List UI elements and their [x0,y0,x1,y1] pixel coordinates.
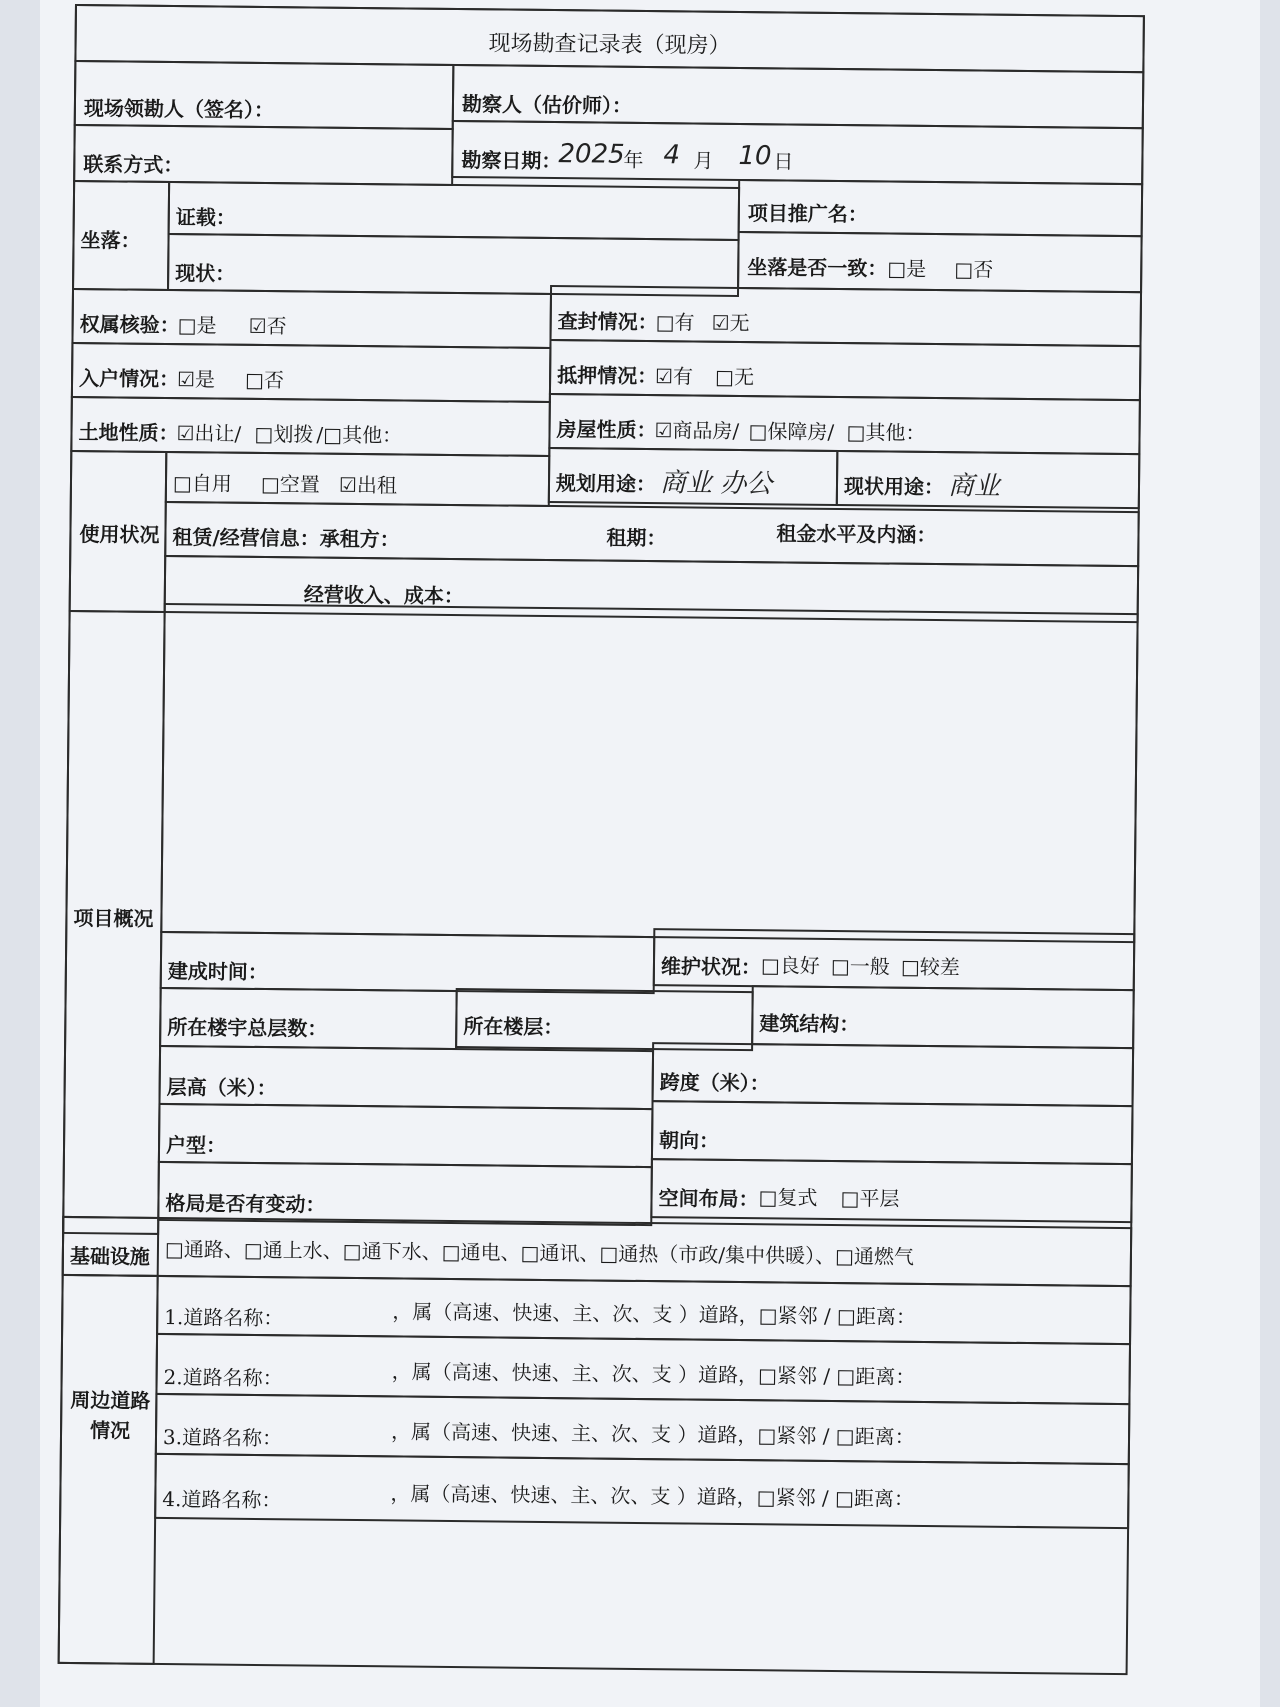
date-day-unit: 日 [773,149,794,174]
infra-label-cell [62,1216,160,1277]
road-3-type: ，属（高速、快速、主、次、支 ）道路，□紧邻 / □距离： [390,1419,915,1449]
road-4-name-label: 4.道路名称： [162,1486,282,1513]
usage-label-cell [69,450,168,613]
seizure-cell [549,285,1142,347]
road-2-type: ，属（高速、快速、主、次、支 ）道路，□紧邻 / □距离： [391,1359,916,1389]
mortgage-none-checkbox[interactable]: □无 [715,364,755,390]
road-2-name-label: 2.道路名称： [163,1365,283,1391]
floor-label: 所在楼层： [463,1014,564,1040]
layout-cell[interactable] [158,1103,654,1168]
road-1-name-label: 1.道路名称： [164,1305,284,1331]
structure-cell[interactable] [751,985,1135,1049]
usage-self-checkbox[interactable]: □自用 [172,471,233,496]
entry-cell [71,342,552,403]
overview-blank-area[interactable] [160,603,1138,943]
lease-info-label: 租赁/经营信息：承租方： [172,525,400,552]
house-cell [548,393,1141,455]
land-cell [70,396,551,457]
mortgage-cell [549,339,1142,401]
road-3-name-label: 3.道路名称： [162,1425,283,1451]
house-commercial-checkbox[interactable]: ☑商品房/ [654,418,740,443]
land-label: 土地性质： [78,420,179,446]
cert-cell[interactable] [168,181,741,241]
height-label: 层高（米）： [166,1075,277,1101]
roads-label-line2: 情况 [89,1418,131,1443]
road-row-4[interactable] [154,1453,1130,1529]
maintain-poor-checkbox[interactable]: □较差 [900,954,960,980]
location-label: 坐落： [80,228,141,253]
seizure-label: 查封情况： [557,309,658,335]
date-year: 2025 [558,139,625,170]
maintain-average-checkbox[interactable]: □一般 [830,953,890,979]
lease-term-label: 租期： [606,525,667,551]
maintain-label: 维护状况： [660,954,762,980]
current-use-value: 商业 [947,471,1001,502]
current-use-label: 现状用途： [843,474,945,500]
plan-use-label: 规划用途： [555,471,657,497]
form-title: 现场勘查记录表（现房） [488,31,731,59]
ownership-cell [71,288,552,349]
date-month-unit: 月 [693,148,714,173]
floor-cell[interactable] [455,988,754,1051]
house-other-checkbox[interactable]: □其他： [846,420,926,445]
status-label: 现状： [175,261,236,286]
rent-level-label: 租金水平及内涵： [776,521,937,548]
contact-label: 联系方式： [83,152,184,178]
overview-label-cell [62,610,166,1235]
plan-use-cell[interactable] [548,447,839,506]
contact-cell[interactable] [73,124,454,186]
plan-use-value: 商业 办公 [659,468,773,500]
height-cell[interactable] [158,1045,654,1110]
surveyor-label: 勘察人（估价师）： [461,92,633,118]
date-day: 10 [738,140,772,172]
roads-label-line1: 周边道路 [70,1388,151,1413]
built-cell[interactable] [160,931,656,994]
layout-label: 户型： [165,1133,227,1158]
surveyor-cell[interactable] [452,64,1145,129]
survey-form [58,4,1270,1676]
consistent-no-checkbox[interactable]: □否 [954,257,994,282]
space-cell [650,1158,1133,1223]
maintain-cell [653,928,1136,991]
consistent-yes-checkbox[interactable]: □是 [887,256,927,281]
promo-label: 项目推广名： [747,201,868,227]
infra-label: 基础设施 [69,1244,151,1269]
usage-label: 使用状况 [79,522,160,547]
house-affordable-checkbox[interactable]: □保障房/ [748,419,835,444]
space-label: 空间布局： [658,1186,759,1212]
road-1-type: ，属（高速、快速、主、次、支 ）道路，□紧邻 / □距离： [392,1299,917,1329]
entry-yes-checkbox[interactable]: ☑是 [176,367,216,392]
change-cell[interactable] [157,1161,653,1226]
revenue-label: 经营收入、成本： [303,582,464,609]
ownership-no-checkbox[interactable]: ☑否 [248,313,287,339]
floors-total-cell[interactable] [159,987,458,1050]
date-year-unit: 年 [623,147,644,172]
date-month: 4 [663,140,681,171]
orientation-label: 朝向： [659,1128,720,1153]
mortgage-has-checkbox[interactable]: ☑有 [655,364,694,389]
seizure-none-checkbox[interactable]: ☑无 [711,310,750,336]
built-label: 建成时间： [167,959,268,985]
promo-cell[interactable] [738,179,1144,237]
change-label: 格局是否有变动： [165,1191,326,1217]
roads-label-cell [58,1274,159,1665]
ownership-yes-checkbox[interactable]: □是 [177,313,217,338]
orientation-cell[interactable] [651,1100,1134,1165]
guide-cell[interactable] [74,60,455,130]
land-transfer-checkbox[interactable]: ☑出让/ [176,421,242,446]
land-allocate-checkbox[interactable]: □划拨 [254,421,314,447]
maintain-good-checkbox[interactable]: □良好 [760,953,821,978]
entry-label: 入户情况： [78,366,180,392]
seizure-has-checkbox[interactable]: □有 [655,310,695,335]
house-label: 房屋性质： [556,417,657,443]
ownership-label: 权属核验： [79,312,180,338]
consistent-cell [737,231,1143,293]
entry-no-checkbox[interactable]: □否 [244,367,285,393]
overview-label: 项目概况 [73,906,154,931]
space-duplex-checkbox[interactable]: □复式 [758,1185,818,1210]
structure-label: 建筑结构： [759,1011,860,1037]
consistent-label: 坐落是否一致： [747,255,888,281]
date-cell[interactable] [451,120,1144,185]
floors-total-label: 所在楼宇总层数： [167,1015,328,1041]
guide-label: 现场领勘人（签名）： [83,96,275,123]
span-label: 跨度（米）： [659,1070,770,1096]
usage-options-cell [165,451,551,507]
cert-label: 证载： [175,205,236,230]
land-other-checkbox[interactable]: /□其他： [316,422,403,448]
usage-vacant-checkbox[interactable]: □空置 [260,471,321,497]
infra-options[interactable]: □通路、□通上水、□通下水、□通电、□通讯、□通热（市政/集中供暖）、□通燃气 [164,1237,915,1269]
space-flat-checkbox[interactable]: □平层 [840,1186,900,1211]
usage-rent-checkbox[interactable]: ☑出租 [338,472,398,498]
span-cell[interactable] [652,1042,1135,1107]
road-4-type: ，属（高速、快速、主、次、支 ）道路，□紧邻 / □距离： [390,1481,915,1511]
location-label-cell [72,180,170,291]
current-use-cell[interactable] [836,450,1141,509]
date-label: 勘察日期： [461,148,562,174]
mortgage-label: 抵押情况： [557,363,658,389]
paper-background [40,0,1260,1707]
